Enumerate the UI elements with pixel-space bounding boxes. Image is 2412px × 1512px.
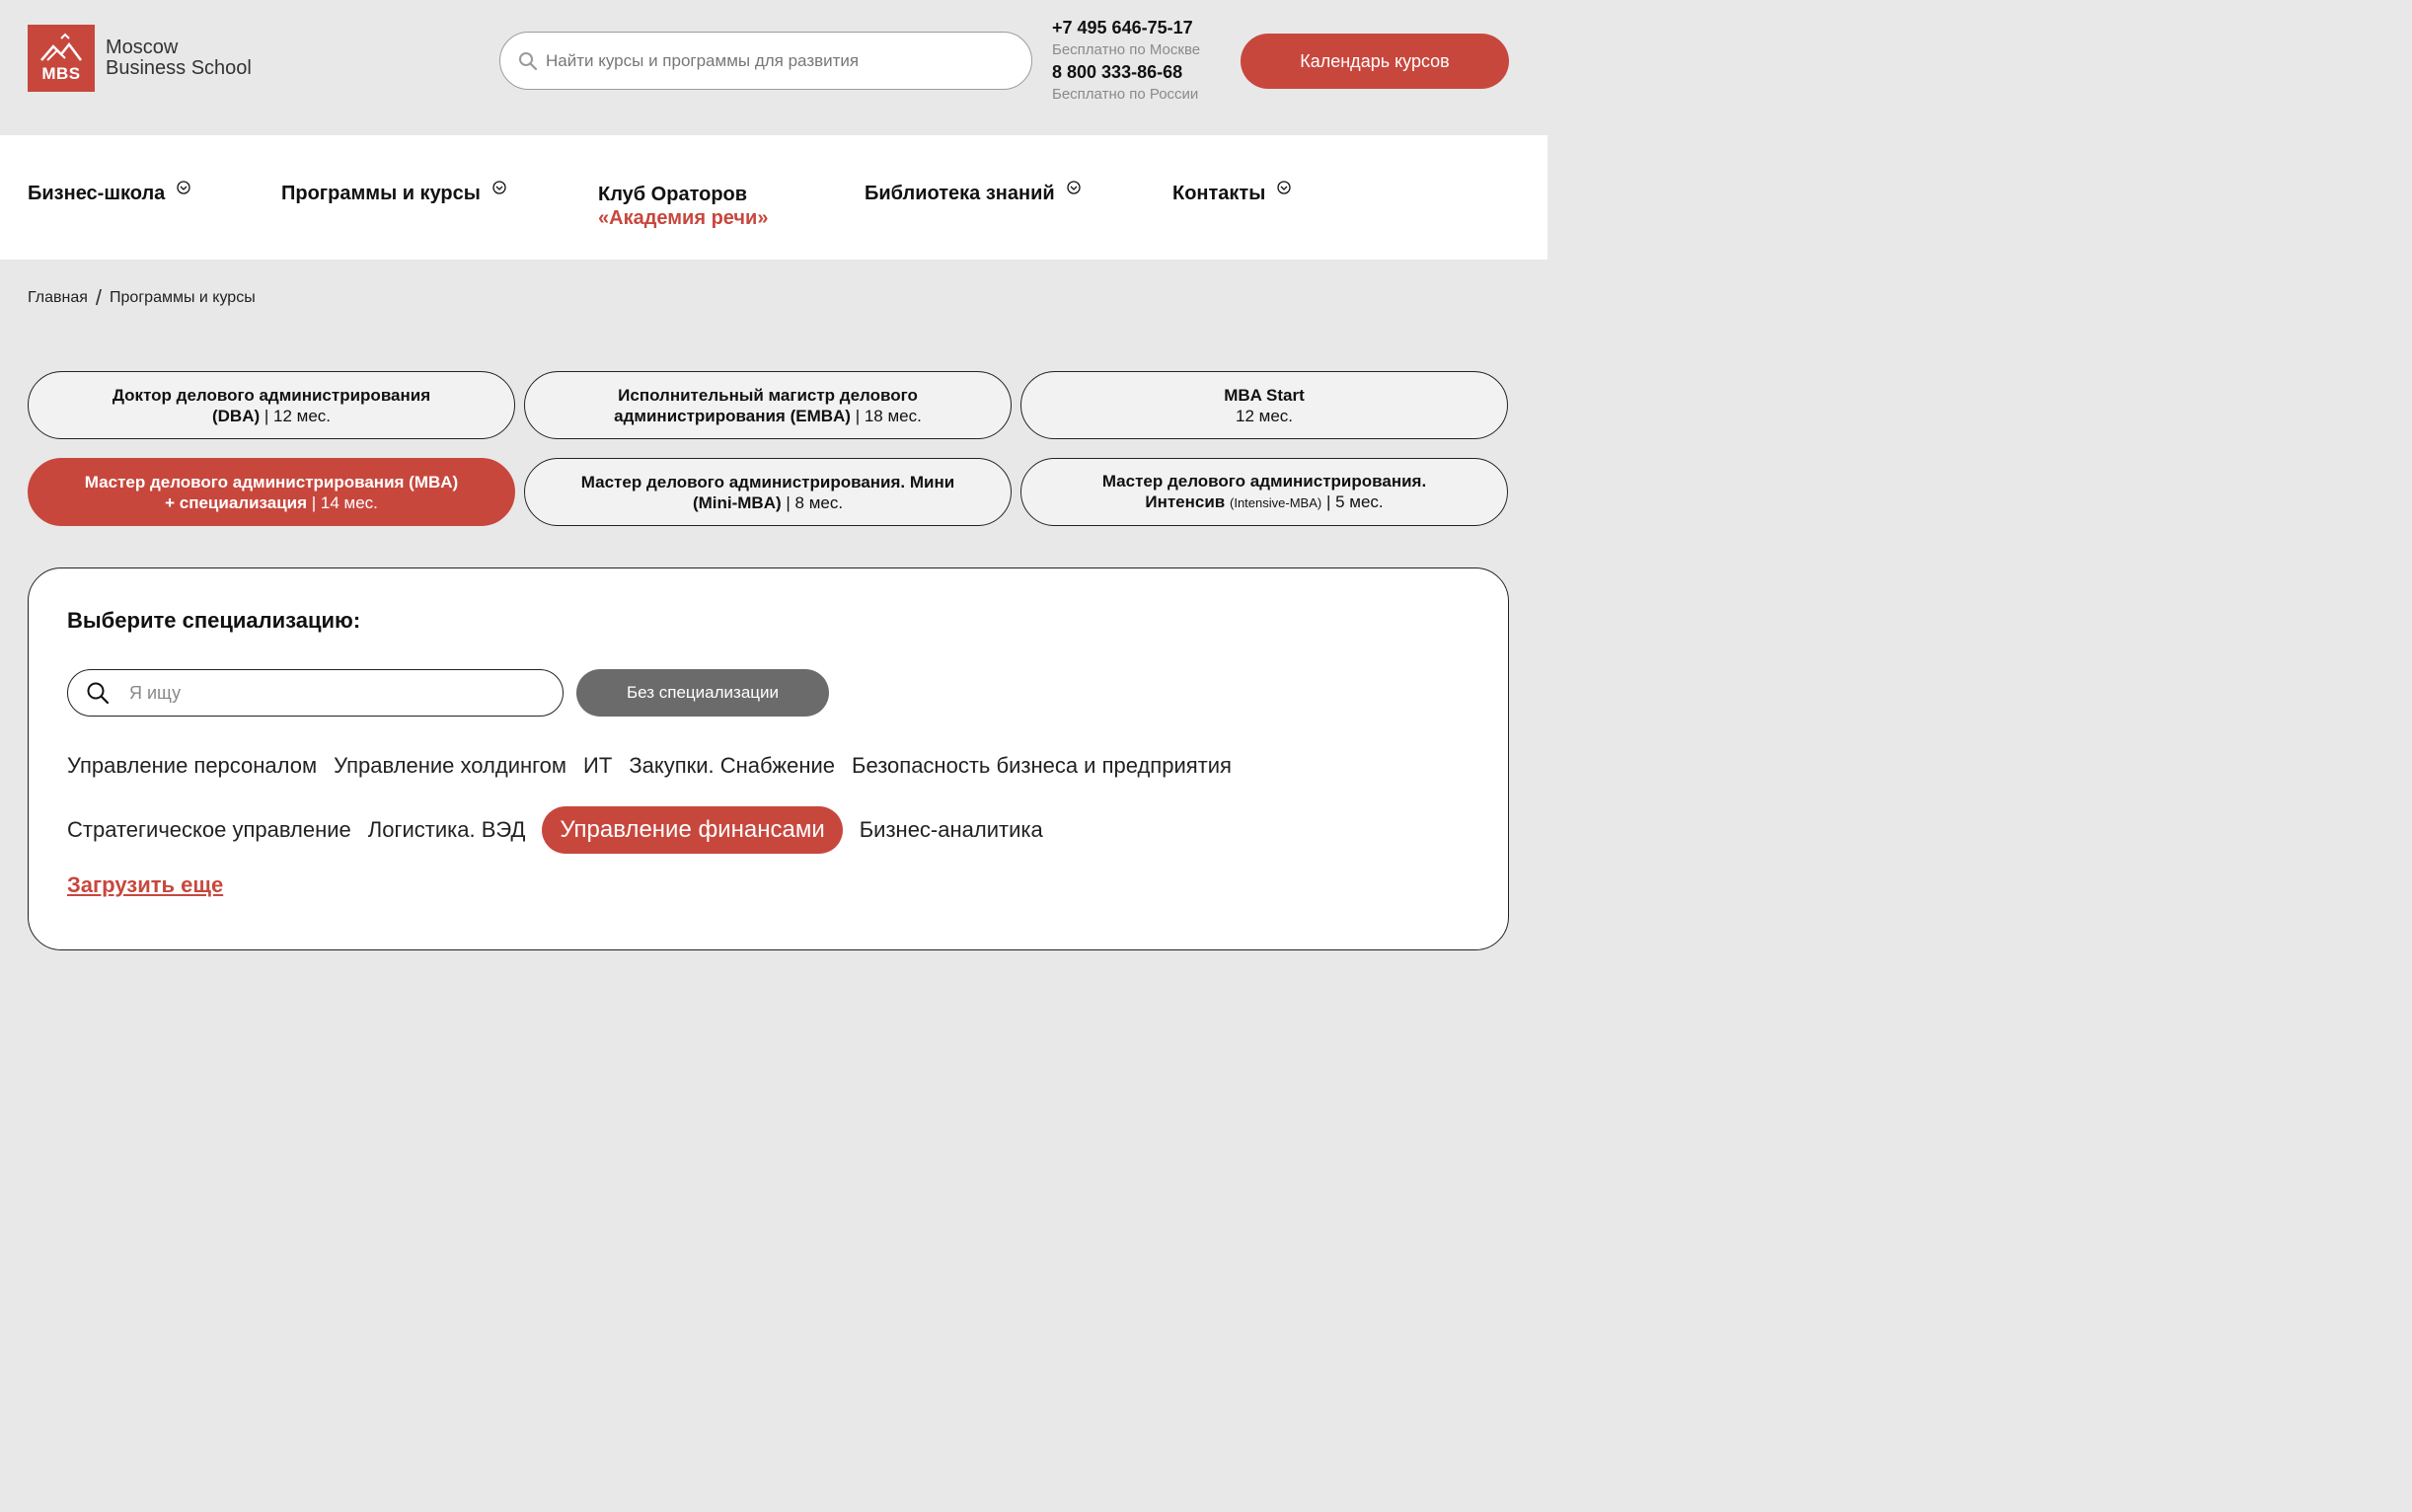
chevron-down-icon: [1277, 181, 1291, 194]
tag-it[interactable]: ИТ: [583, 753, 613, 778]
specialization-search-input[interactable]: [129, 683, 524, 704]
tag-holding-management[interactable]: Управление холдингом: [334, 753, 567, 778]
tag-business-analytics[interactable]: Бизнес-аналитика: [859, 817, 1043, 842]
site-header: [0, 0, 1547, 135]
nav-club-line2: «Академия речи»: [598, 207, 769, 229]
program-subtitle: (Mini-MBA) | 8 мес.: [692, 492, 844, 512]
breadcrumb: [28, 285, 256, 311]
program-title: Доктор делового администрирования: [112, 385, 431, 405]
specialization-panel: [28, 567, 1509, 950]
nav-programs-label: Программы и курсы: [281, 183, 481, 204]
logo-text: [106, 38, 252, 79]
phone-moscow-note: Бесплатно по Москве: [1052, 41, 1201, 58]
panel-title: Выберите специализацию:: [67, 608, 361, 633]
program-title: Исполнительный магистр делового: [618, 385, 918, 405]
logo-mark: [28, 25, 95, 92]
specialization-search[interactable]: [67, 669, 564, 717]
tag-business-security[interactable]: Безопасность бизнеса и предприятия: [852, 753, 1232, 778]
program-subtitle: администрирования (EMBA) | 18 мес.: [614, 406, 922, 425]
program-title: Мастер делового администрирования. Мини: [580, 472, 955, 491]
tag-strategic-management[interactable]: Стратегическое управление: [67, 817, 351, 842]
nav-business-school-label: Бизнес-школа: [28, 183, 166, 204]
load-more-link[interactable]: Загрузить еще: [67, 872, 224, 897]
program-subtitle: + специализация | 14 мес.: [165, 492, 378, 512]
logo-name-line1: Moscow: [106, 37, 179, 58]
phone-block: [1052, 17, 1200, 106]
program-mini-mba[interactable]: [524, 458, 1012, 526]
course-calendar-button[interactable]: Календарь курсов: [1241, 34, 1509, 89]
nav-library[interactable]: [865, 183, 1081, 205]
tag-hr-management[interactable]: Управление персоналом: [67, 753, 318, 778]
site-search[interactable]: [499, 32, 1032, 90]
program-subtitle: Интенсив (Intensive-MBA) | 5 мес.: [1145, 492, 1384, 511]
program-mba-specialization[interactable]: [28, 458, 515, 526]
mountain-logo-icon: [38, 33, 85, 64]
logo-abbr: MBS: [41, 64, 81, 83]
logo-name-line2: Business School: [106, 57, 252, 79]
search-icon: [518, 51, 538, 71]
no-specialization-button[interactable]: Без специализации: [576, 669, 829, 717]
program-title: Мастер делового администрирования.: [1101, 472, 1427, 491]
tags-row-2: [67, 806, 1060, 854]
chevron-down-icon: [492, 181, 506, 194]
breadcrumb-separator: /: [95, 285, 103, 310]
program-title: Мастер делового администрирования (MBA): [84, 472, 459, 491]
tags-row-1: [67, 753, 1248, 779]
breadcrumb-home[interactable]: Главная: [28, 289, 88, 306]
nav-library-label: Библиотека знаний: [865, 183, 1055, 204]
nav-speakers-club[interactable]: [598, 183, 768, 230]
tag-procurement[interactable]: Закупки. Снабжение: [629, 753, 836, 778]
nav-business-school[interactable]: [28, 183, 190, 205]
program-intensive-mba[interactable]: [1020, 458, 1508, 526]
nav-contacts-label: Контакты: [1172, 183, 1266, 204]
chevron-down-icon: [1067, 181, 1081, 194]
search-icon: [86, 681, 110, 705]
phone-russia-note: Бесплатно по России: [1052, 86, 1199, 103]
main-nav: [0, 135, 1547, 260]
tag-finance-management[interactable]: Управление финансами: [542, 806, 842, 854]
program-dba[interactable]: [28, 371, 515, 439]
program-subtitle: (DBA) | 12 мес.: [211, 406, 332, 425]
chevron-down-icon: [177, 181, 190, 194]
breadcrumb-current: Программы и курсы: [110, 289, 256, 306]
nav-club-line1: Клуб Ораторов: [598, 184, 748, 205]
phone-moscow[interactable]: +7 495 646-75-17: [1052, 18, 1193, 38]
program-title: MBA Start: [1224, 385, 1305, 405]
program-emba[interactable]: [524, 371, 1012, 439]
nav-contacts[interactable]: [1172, 183, 1291, 205]
search-input[interactable]: [546, 51, 1019, 71]
logo[interactable]: [28, 25, 252, 92]
tag-logistics[interactable]: Логистика. ВЭД: [367, 817, 526, 842]
program-mba-start[interactable]: [1020, 371, 1508, 439]
nav-programs[interactable]: [281, 183, 506, 205]
phone-russia[interactable]: 8 800 333-86-68: [1052, 62, 1183, 82]
program-duration: 12 мес.: [1236, 406, 1293, 425]
